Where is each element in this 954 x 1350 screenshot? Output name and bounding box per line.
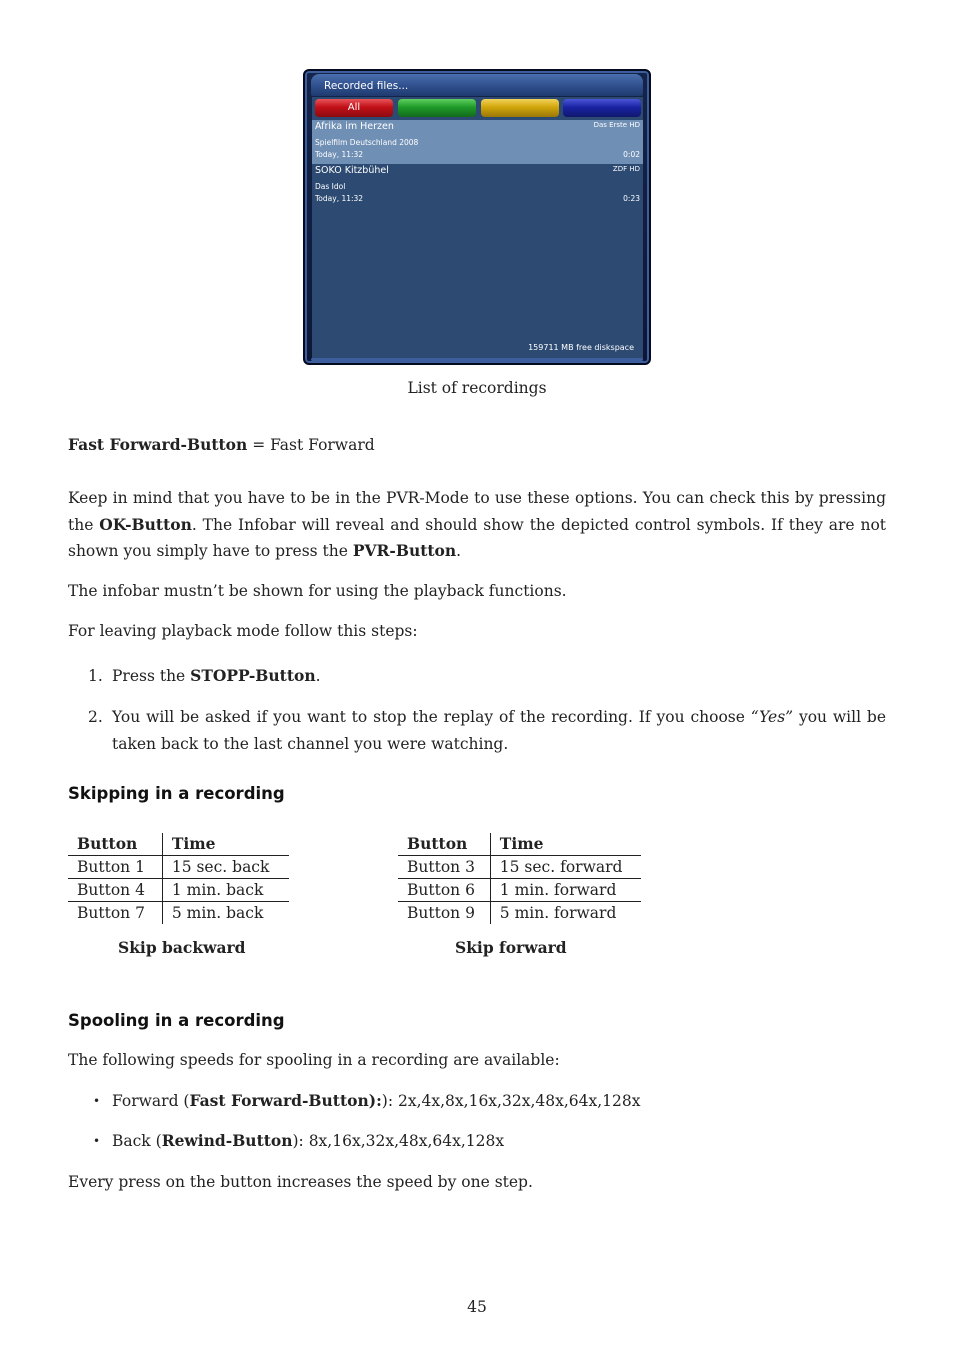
blue-button[interactable] [563,99,641,117]
button-cell: Button 1 [68,856,162,879]
button-cell: Button 9 [398,902,490,925]
step-item [112,704,886,757]
green-button[interactable] [398,99,476,117]
recording-item[interactable] [312,164,643,208]
table-header-row [398,833,641,856]
column-header: Button [398,833,490,856]
column-header: Time [162,833,289,856]
free-diskspace: 159711 MB free diskspace [528,343,634,352]
step-number: 2. [88,708,103,726]
skip-backward-table [68,833,289,924]
ok-button-ref: OK-Button [99,514,192,534]
time-cell: 1 min. forward [490,879,641,902]
recorded-files-screenshot [303,69,651,365]
time-cell: 15 sec. forward [490,856,641,879]
page-number: 45 [467,1298,487,1316]
recording-duration: 0:23 [623,194,640,203]
skip-forward-caption: Skip forward [455,938,567,957]
rewind-button-ref: Rewind-Button [161,1131,293,1150]
button-cell: Button 4 [68,879,162,902]
pvr-mode-note [68,485,886,565]
step-number: 1. [88,667,103,685]
recording-channel: ZDF HD [612,165,640,173]
time-cell: 5 min. back [171,904,264,922]
time-cell: 15 sec. back [162,856,289,879]
recording-description: Das Idol [315,182,346,191]
step-text: You will be asked if you want to stop the replay of the recording. If you choose [112,708,751,726]
figure-caption: List of recordings [407,379,547,397]
table-row [68,879,289,902]
spooling-text: Forward ( [112,1092,190,1110]
yes-option: “Yes” [750,708,794,726]
red-button-all[interactable]: All [315,99,393,117]
spooling-text: Back ( [112,1132,162,1150]
leaving-intro: For leaving playback mode follow this steps: [68,622,418,640]
spooling-speeds: ): 2x,4x,8x,16x,32x,48x,64x,128x [381,1092,641,1110]
recordings-panel [312,97,643,360]
spooling-speeds: ): 8x,16x,32x,48x,64x,128x [292,1132,505,1150]
pvr-note-text: . [456,542,462,560]
fast-forward-meaning: = Fast Forward [247,436,375,454]
skip-forward-table [398,833,641,924]
button-cell: Button 7 [68,902,162,925]
pvr-button-ref: PVR-Button [352,541,457,560]
spooling-heading: Spooling in a recording [68,1011,285,1030]
table-row [68,902,289,925]
table-row [398,856,641,879]
window-title: Recorded files... [324,80,409,92]
skipping-heading: Skipping in a recording [68,784,285,803]
table-row [398,902,641,925]
recording-channel: Das Erste HD [593,121,640,129]
spooling-closing: Every press on the button increases the speed by one step. [68,1173,533,1191]
skip-backward-caption: Skip backward [118,938,246,957]
step-item [112,663,886,690]
recording-item[interactable] [312,120,643,164]
step-text: Press the [112,667,191,685]
column-header: Time [490,833,641,856]
infobar-note: The infobar mustn’t be shown for using the playback functions. [68,582,567,600]
spooling-intro: The following speeds for spooling in a recording are available: [68,1051,560,1069]
yellow-button[interactable] [481,99,559,117]
step-text: . [315,667,321,685]
button-cell: Button 3 [398,856,490,879]
spooling-item [112,1128,886,1155]
pvr-note-text: . The Infobar will reveal and should show the depicted control symbols. If they are not shown you simply have to press the [68,515,886,560]
fast-forward-button-ref: Fast Forward-Button): [189,1091,382,1110]
spooling-item [112,1088,886,1115]
time-cell: 5 min. forward [499,904,617,922]
fast-forward-label: Fast Forward-Button [68,435,248,454]
button-cell: Button 6 [398,879,490,902]
table-row [68,856,289,879]
time-cell: 1 min. back [162,879,289,902]
pvr-note-text: Keep in mind that you have to be in the PVR-Mode to use these options. You can check this by pressing the [68,489,886,534]
recording-date: Today, 11:32 [315,194,364,203]
window-titlebar [311,74,643,96]
bullet-icon: • [93,1094,101,1108]
recording-description: Spielfilm Deutschland 2008 [315,138,419,147]
recording-title: Afrika im Herzen [315,121,394,132]
step-text: you will be taken back to the last channel you were watching. [112,708,886,753]
window-bottom-border [311,358,643,361]
column-header: Button [68,833,162,856]
recording-duration: 0:02 [623,150,640,159]
recording-title: SOKO Kitzbühel [315,165,389,176]
table-row [398,879,641,902]
recording-date: Today, 11:32 [315,150,364,159]
stopp-button-ref: STOPP-Button [190,666,316,685]
fast-forward-definition [68,432,886,459]
bullet-icon: • [93,1134,101,1148]
table-header-row [68,833,289,856]
